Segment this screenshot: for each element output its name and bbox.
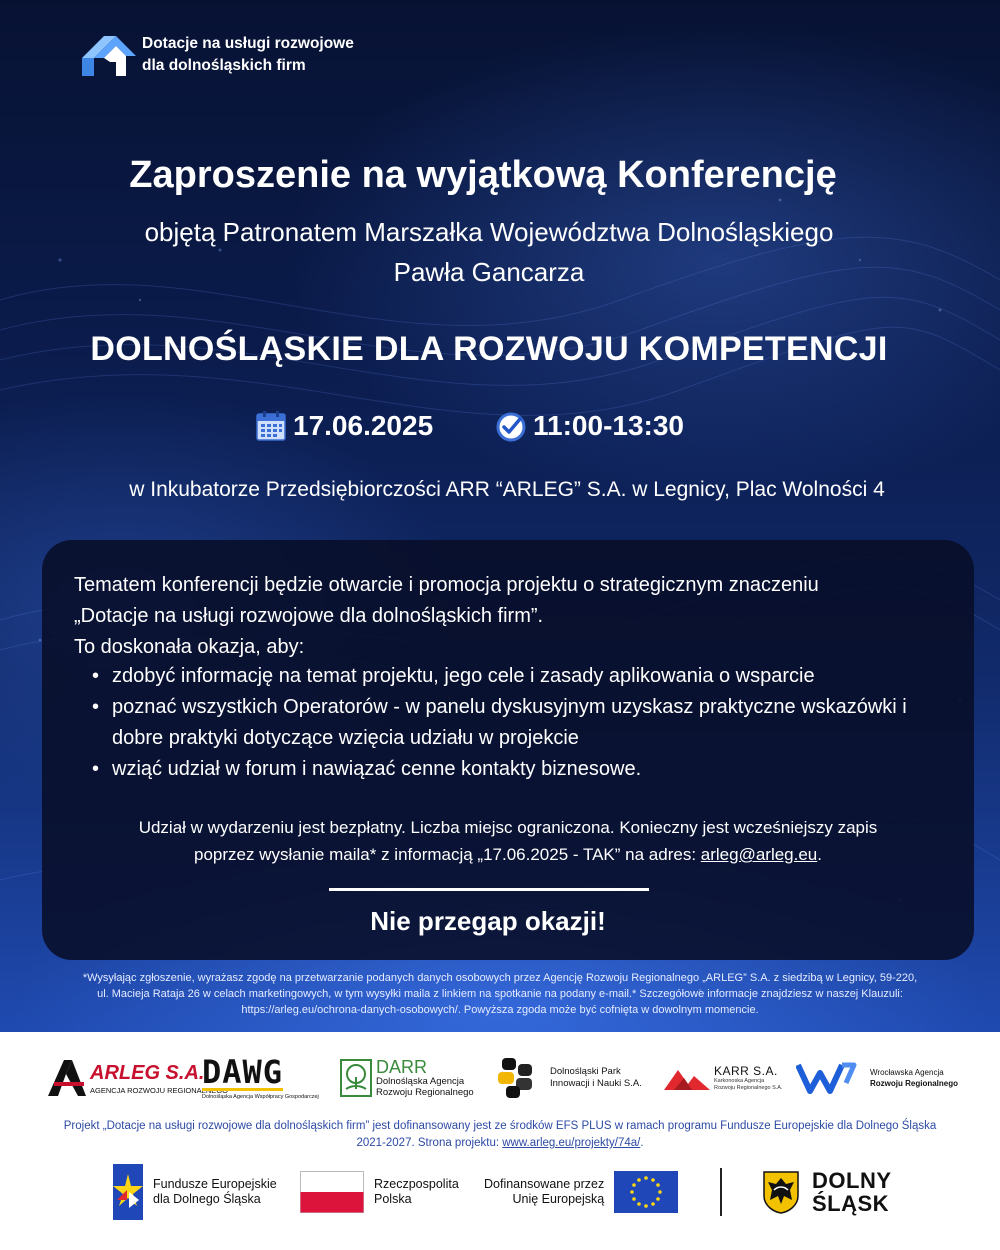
email-link[interactable]: arleg@arleg.eu	[700, 845, 818, 864]
intro-line-2: „Dotacje na usługi rozwojowe dla dolnośląskich firm”.	[74, 605, 544, 627]
notice-line-2-end: .	[817, 845, 822, 864]
fe-logo	[113, 1160, 277, 1224]
event-venue: w Inkubatorze Przedsiębiorczości ARR “ARLEG” S.A. w Legnicy, Plac Wolności 4	[129, 478, 885, 501]
ue-line-2: Unię Europejską	[512, 1192, 605, 1206]
patronage-subtitle	[0, 212, 978, 292]
footnote-line-2-end: .	[640, 1137, 644, 1149]
karr-logo	[664, 1050, 783, 1106]
fe-line-1: Fundusze Europejskie	[153, 1177, 277, 1191]
arleg-logo	[46, 1050, 228, 1106]
dpin-line-1: Dolnośląski Park	[550, 1066, 621, 1077]
event-date-value: 17.06.2025	[293, 410, 434, 441]
conference-headline: DOLNOŚLĄSKIE DLA ROZWOJU KOMPETENCJI	[90, 330, 888, 368]
project-logo	[80, 32, 354, 78]
panel-intro	[74, 570, 954, 663]
dpin-logo	[496, 1050, 642, 1106]
dawg-name: DAWG	[202, 1053, 284, 1091]
partner-logos	[0, 1050, 1000, 1106]
dpin-line-2: Innowacji i Nauki S.A.	[550, 1078, 642, 1089]
fe-star-icon	[113, 1164, 143, 1220]
darr-logo	[340, 1050, 474, 1106]
karr-name: KARR S.A.	[714, 1064, 778, 1078]
calendar-icon	[255, 410, 287, 442]
event-date	[255, 410, 433, 442]
fe-line-2: dla Dolnego Śląska	[153, 1192, 261, 1206]
darr-line-1: Dolnośląska Agencja	[376, 1076, 465, 1087]
divider	[329, 888, 649, 891]
arrow-chevron-logo-icon	[80, 32, 138, 78]
darr-name: DARR	[376, 1057, 428, 1077]
arleg-a-icon	[46, 1058, 88, 1098]
wroclaw-w-icon	[796, 1061, 858, 1095]
funding-footnote	[30, 1118, 970, 1152]
dolny-slask-line-1: DOLNY	[812, 1168, 892, 1193]
clock-check-icon	[495, 410, 527, 442]
darr-line-2: Rozwoju Regionalnego	[376, 1087, 474, 1098]
dawg-sub: Dolnośląska Agencja Współpracy Gospodarczej	[202, 1094, 319, 1100]
karr-mountains-icon	[664, 1064, 710, 1092]
rp-line-2: Polska	[374, 1192, 412, 1206]
registration-notice	[52, 814, 964, 868]
funder-separator	[720, 1168, 722, 1216]
disclaimer-line-1: *Wysyłając zgłoszenie, wyrażasz zgodę na przetwarzanie podanych danych osobowych przez Agencję Rozwoju Regionalnego „ARLEG” S.A. z siedzibą w Legnicy, 59-220,	[82, 972, 918, 984]
notice-line-2-text: poprzez wysłanie maila* z informacją „17.06.2025 - TAK” na adres:	[193, 845, 701, 864]
privacy-disclaimer	[40, 970, 960, 1018]
arleg-name: ARLEG S.A.	[90, 1061, 205, 1084]
info-panel	[42, 540, 974, 960]
eu-flag-icon	[614, 1171, 678, 1213]
wroclaw-agency-logo	[796, 1050, 958, 1106]
benefits-list	[112, 661, 932, 785]
call-to-action: Nie przegap okazji!	[370, 906, 606, 936]
logo-line-2: dla dolnośląskich firm	[142, 57, 306, 74]
poland-flag-icon	[300, 1171, 364, 1213]
notice-line-2	[52, 841, 964, 868]
notice-line-1: Udział w wydarzeniu jest bezpłatny. Liczba miejsc ograniczona. Konieczny jest wcześniejszy zapis	[138, 818, 878, 837]
subtitle-line-1: objętą Patronatem Marszałka Województwa Dolnośląskiego	[144, 217, 834, 247]
eu-logo	[484, 1160, 678, 1224]
event-time-value: 11:00-13:30	[533, 410, 685, 441]
list-item: • poznać wszystkich Operatorów - w panelu dyskusyjnym uzyskasz praktyczne wskazówki i dobre praktyki dotyczące wzięcia udziału w projekcie	[112, 692, 932, 754]
karr-sub-1: Karkonoska Agencja	[714, 1078, 765, 1084]
ue-line-1: Dofinansowane przez	[484, 1177, 605, 1191]
dolny-slask-line-2: ŚLĄSK	[812, 1191, 890, 1216]
rp-logo	[300, 1160, 459, 1224]
footnote-line-1: Projekt „Dotacje na usługi rozwojowe dla dolnośląskich firm” jest dofinansowany jest ze środków EFS PLUS w ramach programu Fundusze Europejskie dla Dolnego Śląska	[63, 1120, 937, 1132]
list-item: • zdobyć informację na temat projektu, jego cele i zasady aplikowania o wsparcie	[112, 661, 932, 692]
wroclaw-line-2: Rozwoju Regionalnego	[870, 1079, 958, 1088]
logo-line-1: Dotacje na usługi rozwojowe	[142, 35, 354, 52]
intro-line-1: Tematem konferencji będzie otwarcie i promocja projektu o strategicznym znaczeniu	[74, 574, 819, 596]
disclaimer-line-3: https://arleg.eu/ochrona-danych-osobowych/. Powyższa zgoda może być cofnięta w dowolnym momencie.	[241, 1004, 759, 1016]
dpin-blocks-icon	[496, 1056, 542, 1100]
disclaimer-line-2: ul. Macieja Rataja 26 w celach marketingowych, w tym wysyłki maila z linkiem na spotkanie na podany e-mail.* Szczegółowe informacje znajdziesz w naszej Klauzuli:	[97, 988, 903, 1000]
rp-line-1: Rzeczpospolita	[374, 1177, 459, 1191]
list-item: • wziąć udział w forum i nawiązać cenne kontakty biznesowe.	[112, 754, 932, 785]
wroclaw-line-1: Wrocławska Agencja	[870, 1068, 944, 1077]
karr-sub-2: Rozwoju Regionalnego S.A.	[714, 1085, 783, 1091]
event-time	[495, 410, 684, 442]
eagle-crest-icon	[762, 1170, 800, 1214]
dawg-logo	[202, 1050, 319, 1106]
page-title: Zaproszenie na wyjątkową Konferencję	[129, 154, 837, 196]
subtitle-line-2: Pawła Gancarza	[393, 257, 585, 287]
darr-tree-icon	[340, 1059, 372, 1097]
intro-line-3: To doskonała okazja, aby:	[74, 636, 305, 658]
footnote-line-2	[30, 1135, 970, 1152]
arleg-sub: AGENCJA ROZWOJU REGIONALNEGO	[90, 1085, 228, 1095]
dolny-slask-logo	[762, 1160, 892, 1224]
funder-logos	[0, 1160, 1000, 1224]
footnote-line-2-text: 2021-2027. Strona projektu:	[356, 1137, 503, 1149]
project-page-link[interactable]: www.arleg.eu/projekty/74a/	[502, 1137, 641, 1149]
